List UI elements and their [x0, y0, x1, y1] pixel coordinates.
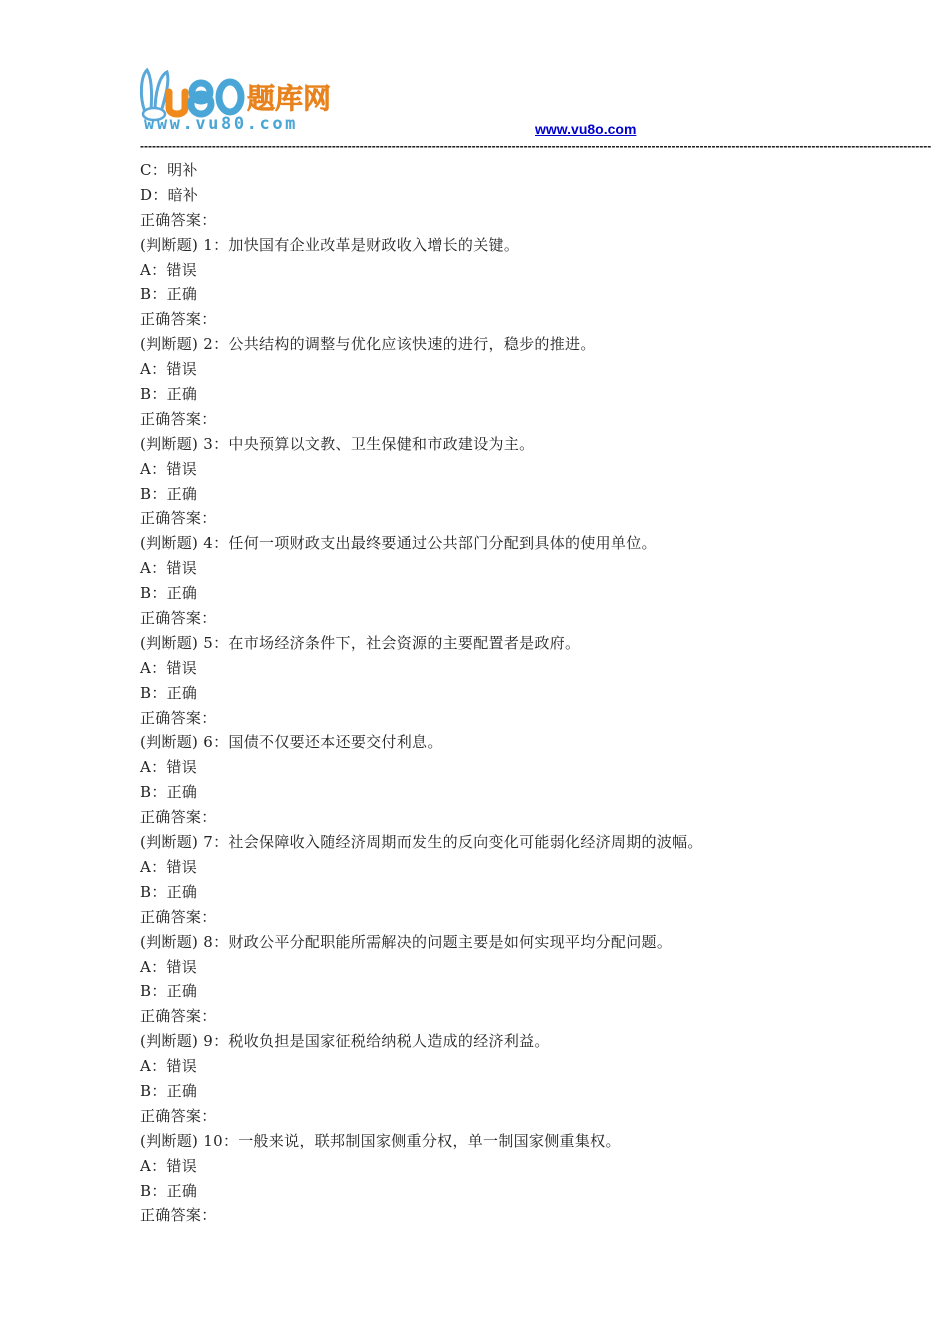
option-text: B：正确: [140, 982, 198, 1001]
question-text: (判断题) 10：一般来说，联邦制国家侧重分权，单一制国家侧重集权。: [140, 1131, 621, 1150]
question-text: (判断题) 6：国债不仅要还本还要交付利息。: [140, 733, 443, 752]
option-text: A：错误: [140, 957, 198, 976]
question-text: (判断题) 1：加快国有企业改革是财政收入增长的关键。: [140, 235, 520, 254]
answer-label: 正确答案：: [140, 310, 217, 329]
option-text: B：正确: [140, 1181, 198, 1200]
option-text: B：正确: [140, 484, 198, 503]
logo-brand-text: 题库网: [247, 82, 332, 115]
answer-label: 正确答案：: [140, 409, 217, 428]
answer-label: 正确答案：: [140, 708, 217, 727]
option-text: A：错误: [140, 758, 198, 777]
option-text: B：正确: [140, 783, 198, 802]
option-text: B：正确: [140, 285, 198, 304]
header-divider: ------------------------------------------------------------------------------------------------------------------------------------------------------------------------------------------------------: [140, 139, 932, 153]
question-text: (判断题) 3：中央预算以文教、卫生保健和市政建设为主。: [140, 434, 535, 453]
answer-label: 正确答案：: [140, 210, 217, 229]
option-text: A：错误: [140, 260, 198, 279]
option-text: B：正确: [140, 385, 198, 404]
option-text: B：正确: [140, 882, 198, 901]
option-text: C：明补: [140, 161, 198, 179]
question-text: (判断题) 9：税收负担是国家征税给纳税人造成的经济利益。: [140, 1032, 550, 1051]
question-list: [140, 158, 840, 1228]
option-text: B：正确: [140, 683, 198, 702]
option-text: A：错误: [140, 559, 198, 578]
option-text: B：正确: [140, 584, 198, 603]
answer-label: 正确答案：: [140, 907, 217, 926]
option-text: A：错误: [140, 360, 198, 379]
answer-label: 正确答案：: [140, 1206, 217, 1225]
option-text: A：错误: [140, 459, 198, 478]
question-text: (判断题) 7：社会保障收入随经济周期而发生的反向变化可能弱化经济周期的波幅。: [140, 833, 703, 852]
answer-label: 正确答案：: [140, 1007, 217, 1026]
option-text: A：错误: [140, 1057, 198, 1076]
option-text: A：错误: [140, 658, 198, 677]
answer-label: 正确答案：: [140, 1106, 217, 1125]
question-text: (判断题) 8：财政公平分配职能所需解决的问题主要是如何实现平均分配问题。: [140, 932, 673, 951]
option-text: A：错误: [140, 857, 198, 876]
page-header: [0, 0, 950, 160]
site-link[interactable]: www.vu8o.com: [535, 121, 637, 137]
answer-label: 正确答案：: [140, 509, 217, 528]
option-text: B：正确: [140, 1081, 198, 1100]
option-text: D：暗补: [140, 185, 199, 204]
question-text: (判断题) 4：任何一项财政支出最终要通过公共部门分配到具体的使用单位。: [140, 534, 657, 553]
question-text: (判断题) 2：公共结构的调整与优化应该快速的进行，稳步的推进。: [140, 335, 596, 354]
answer-label: 正确答案：: [140, 609, 217, 628]
option-text: A：错误: [140, 1156, 198, 1175]
answer-label: 正确答案：: [140, 808, 217, 827]
question-text: (判断题) 5：在市场经济条件下，社会资源的主要配置者是政府。: [140, 633, 581, 652]
logo-url-text: www.vu80.com: [144, 114, 299, 134]
